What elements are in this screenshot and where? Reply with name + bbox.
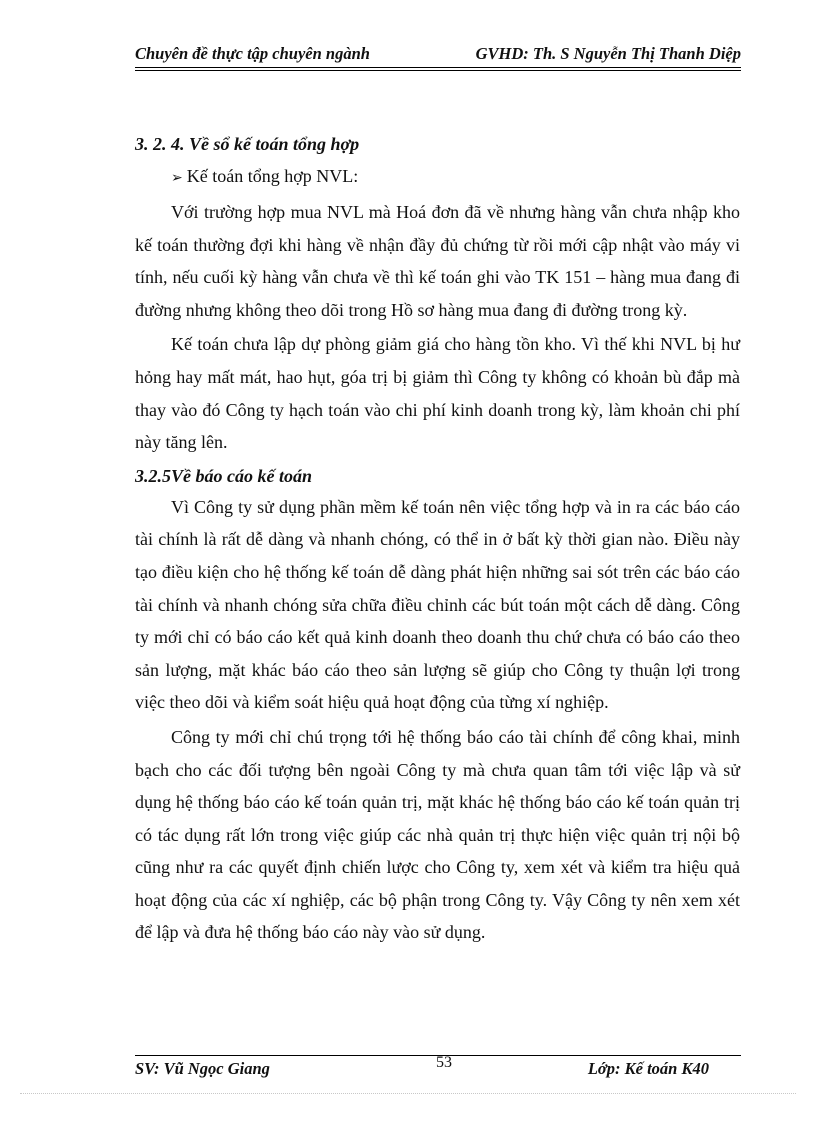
bullet-item bbox=[171, 161, 740, 194]
section-heading-ledger: 3. 2. 4. Về sổ kế toán tổng hợp bbox=[135, 134, 360, 154]
header-title: Chuyên đề thực tập chuyên ngành bbox=[135, 44, 370, 63]
footer-class: Lớp: Kế toán K40 bbox=[587, 1059, 709, 1078]
page-header bbox=[135, 44, 741, 68]
page-body bbox=[135, 129, 740, 951]
section-heading-reports: 3.2.5Về báo cáo kế toán bbox=[135, 465, 312, 486]
footer-student: SV: Vũ Ngọc Giang bbox=[135, 1059, 270, 1078]
bullet-text: Kế toán tổng hợp NVL: bbox=[186, 166, 359, 186]
page-bottom-dotted-line bbox=[20, 1093, 796, 1094]
paragraph-4: Công ty mới chỉ chú trọng tới hệ thống báo cáo tài chính để công khai, minh bạch cho các đối tượng bên ngoài Công ty mà chưa quan tâm tới việc lập và sử dụng hệ thống báo cáo kế toán quản trị, mặt khác hệ thống báo cáo kế toán quản trị có tác dụng rất lớn trong việc giúp các nhà quản trị thực hiện việc quản trị nội bộ cũng như ra các quyết định chiến lược cho Công ty, xem xét và kiểm tra hiệu quả hoạt động của các xí nghiệp, các bộ phận trong Công ty. Vậy Công ty nên xem xét để lập và đưa hệ thống báo cáo này vào sử dụng. bbox=[135, 726, 740, 943]
header-rule-thin bbox=[135, 70, 741, 71]
page-number: 53 bbox=[436, 1054, 452, 1071]
header-rule-thick bbox=[135, 67, 741, 68]
paragraph-1: Với trường hợp mua NVL mà Hoá đơn đã về nhưng hàng vẫn chưa nhập kho kế toán thường đợi khi hàng về nhận đầy đủ chứng từ rồi mới cập nhật vào máy vi tính, nếu cuối kỳ hàng vẫn chưa về thì kế toán ghi vào TK 151 – hàng mua đang đi đường nhưng không theo dõi trong Hồ sơ hàng mua đang đi đường trong kỳ. bbox=[135, 202, 740, 320]
header-advisor: GVHD: Th. S Nguyễn Thị Thanh Diệp bbox=[475, 44, 741, 63]
page-footer bbox=[135, 1054, 741, 1081]
paragraph-3: Vì Công ty sử dụng phần mềm kế toán nên việc tổng hợp và in ra các báo cáo tài chính là rất dễ dàng và nhanh chóng, có thể in ở bất kỳ thời gian nào. Điều này tạo điều kiện cho hệ thống kế toán dễ dàng phát hiện những sai sót trên các báo cáo tài chính và nhanh chóng sửa chữa điều chỉnh các bút toán một cách dễ dàng. Công ty mới chỉ có báo cáo kết quả kinh doanh theo doanh thu chứ chưa có báo cáo theo sản lượng, mặt khác báo cáo theo sản lượng sẽ giúp cho Công ty thuận lợi trong việc theo dõi và kiểm soát hiệu quả hoạt động của từng xí nghiệp. bbox=[135, 496, 740, 713]
arrow-right-icon: ➢ bbox=[171, 171, 183, 186]
paragraph-2: Kế toán chưa lập dự phòng giảm giá cho hàng tồn kho. Vì thế khi NVL bị hư hỏng hay mất mát, hao hụt, góa trị bị giảm thì Công ty không có khoản bù đắp mà thay vào đó Công ty hạch toán vào chi phí kinh doanh trong kỳ, làm khoản chi phí này tăng lên. bbox=[135, 334, 740, 453]
